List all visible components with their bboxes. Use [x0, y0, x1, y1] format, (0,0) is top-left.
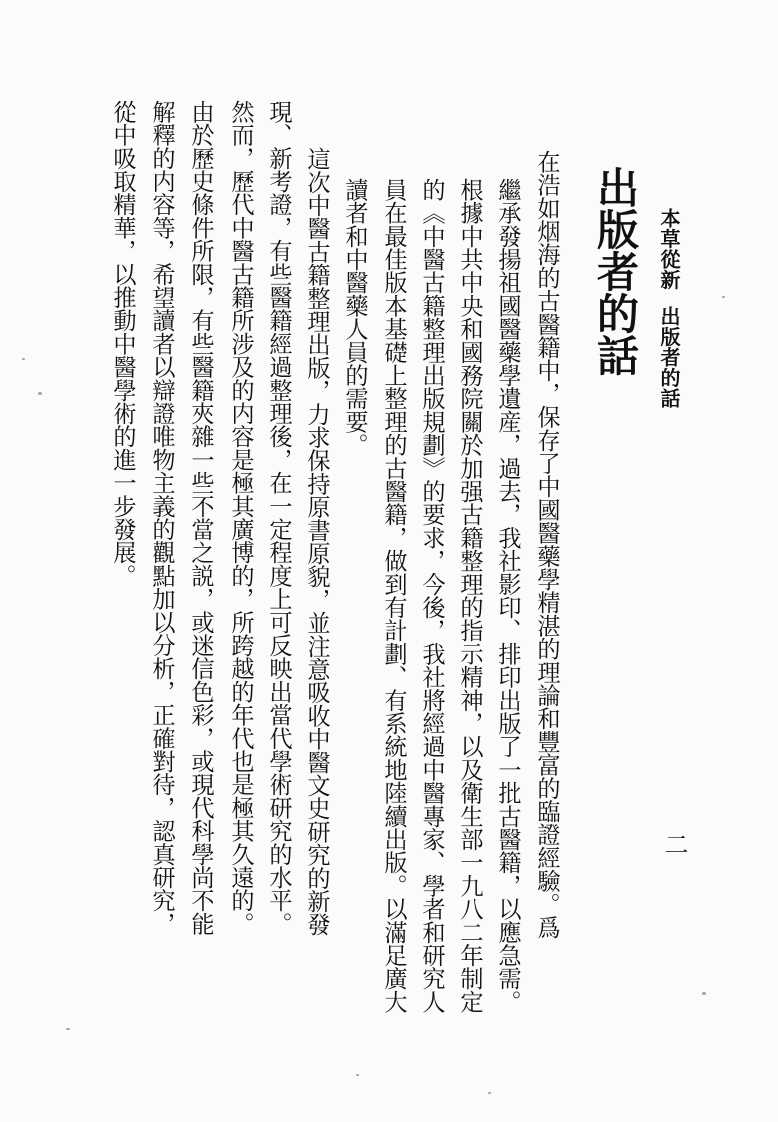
scan-speck	[702, 992, 706, 995]
scan-speck	[22, 358, 25, 360]
text-column-4: 的《中醫古籍整理出版規劃》的要求，今後，我社將經過中醫專家、學者和研究人	[418, 178, 445, 1014]
scan-speck	[722, 296, 725, 298]
page-title: 出版者的話	[591, 166, 640, 376]
scan-speck	[66, 1028, 70, 1030]
text-column-2: 繼承發揚祖國醫藥學遺産，過去，我社影印、排印出版了一批古醫籍，以應急需。	[494, 178, 521, 1014]
text-column-12: 從中吸取精華，以推動中醫學術的進一步發展。	[109, 100, 136, 588]
text-column-7: 這次中醫古籍整理出版，力求保持原書原貌，並注意吸收中醫文史研究的新發	[303, 124, 330, 936]
running-head	[658, 208, 680, 409]
text-column-1: 在浩如烟海的古醫籍中，保存了中國醫藥學精湛的理論和豐富的臨證經驗。爲	[533, 150, 560, 939]
text-column-6: 讀者和中醫藥人員的需要。	[341, 178, 368, 457]
text-column-9: 然而，歷代中醫古籍所涉及的内容是極其廣博的，所跨越的年代也是極其久遠的。	[227, 100, 254, 936]
text-column-11: 解釋的内容等，希望讀者以辯證唯物主義的觀點加以分析，正確對待，認真研究，	[148, 100, 175, 936]
text-column-10: 由於歷史條件所限，有些醫籍夾雜一些不當之説，或迷信色彩，或現代科學尚不能	[187, 100, 214, 936]
text-column-3: 根據中共中央和國務院關於加强古籍整理的指示精神，以及衛生部一九八二年制定	[456, 178, 483, 1014]
page-number: 二	[660, 832, 688, 856]
text-column-8: 現、新考證，有些醫籍經過整理後，在一定程度上可反映出當代學術研究的水平。	[265, 100, 292, 936]
running-head-section: 出版者的話	[657, 306, 681, 409]
scan-speck	[38, 392, 42, 395]
scan-speck	[488, 1092, 491, 1094]
running-head-book: 本草從新	[657, 208, 681, 290]
scan-speck	[356, 1074, 359, 1076]
text-column-5: 員在最佳版本基礎上整理的古醫籍，做到有計劃、有系統地陸續出版。以滿足廣大	[380, 178, 407, 1014]
